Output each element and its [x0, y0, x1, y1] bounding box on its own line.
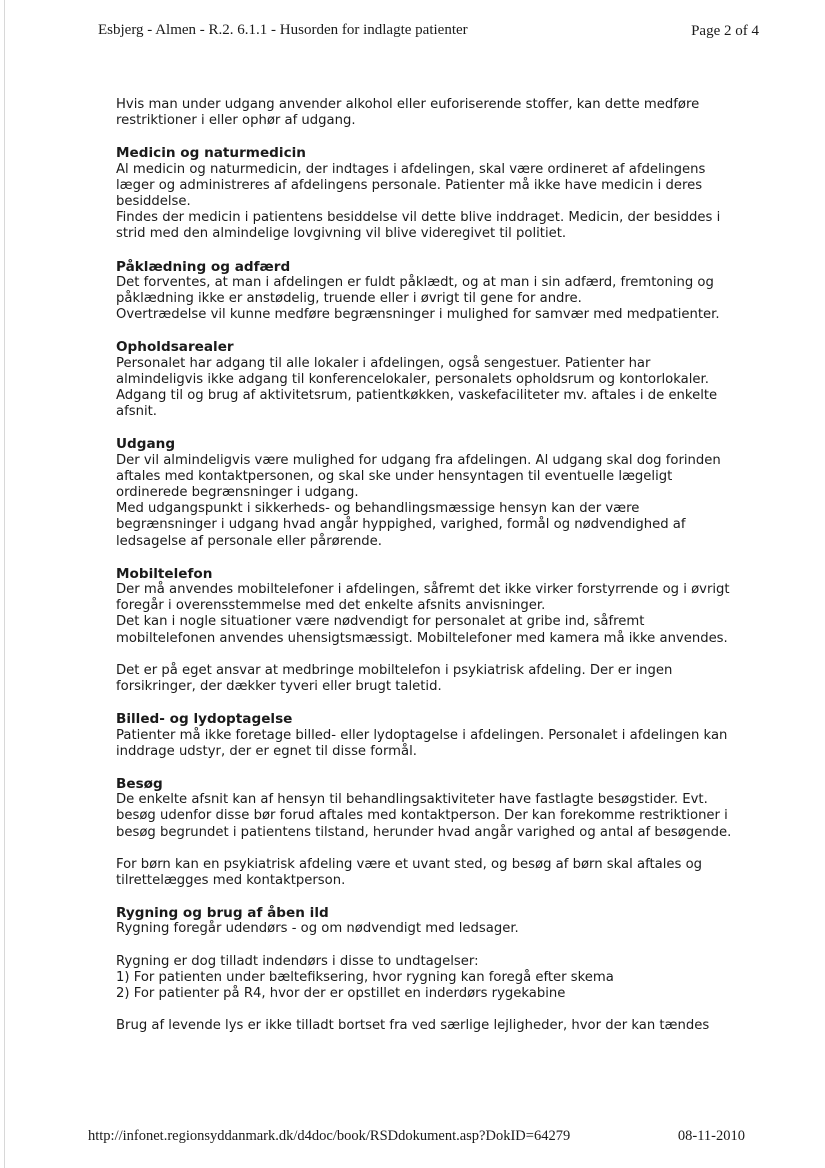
section-paragraph: For børn kan en psykiatrisk afdeling være et uvant sted, og besøg af børn skal aftales og tilrettelægges med kontaktperson.: [116, 856, 703, 888]
section-paragraph: Patienter må ikke foretage billed- eller lydoptagelse i afdelingen. Personalet i afdelingen kan inddrage udstyr, der er egnet til disse formål.: [116, 727, 728, 759]
section-heading: Påklædning og adfærd: [116, 258, 291, 275]
section-heading: Mobiltelefon: [116, 565, 213, 582]
section-paragraph: Det kan i nogle situationer være nødvendigt for personalet at gribe ind, såfremt mobiltelefonen anvendes uhensigtsmæssigt. Mobiltelefoner med kamera må ikke anvendes.: [116, 614, 728, 646]
section-besoeg: [116, 776, 734, 889]
scan-margin-line: [4, 0, 5, 1168]
section-medicin: [116, 145, 734, 242]
section-paragraph: Overtrædelse vil kunne medføre begrænsninger i mulighed for samvær med medpatienter.: [116, 307, 720, 323]
section-heading: Medicin og naturmedicin: [116, 145, 306, 162]
section-paragraph: De enkelte afsnit kan af hensyn til behandlingsaktiviteter have fastlagte besøgstider. Evt. besøg udenfor disse bør forud aftales med kontaktperson. Der kan forekomme restriktioner i besøg begrundet i patientens tilstand, herunder hvad angår varighed og antal af besøgende.: [116, 792, 732, 840]
section-heading: Besøg: [116, 775, 163, 792]
section-udgang: [116, 436, 734, 549]
section-mobiltelefon: [116, 566, 734, 695]
section-paragraph: Der vil almindeligvis være mulighed for udgang fra afdelingen. Al udgang skal dog forinden aftales med kontaktpersonen, og skal ske under hensyntagen til eventuelle lægeligt ordinerede begrænsninger i udgang.: [116, 452, 721, 501]
section-paragraph: Med udgangspunkt i sikkerheds- og behandlingsmæssige hensyn kan der være begrænsninger i udgang hvad angår hyppighed, varighed, formål og nødvendighed af ledsagelse af personale eller pårørende.: [116, 501, 686, 549]
intro-paragraph: Hvis man under udgang anvender alkohol eller euforiserende stoffer, kan dette medføre restriktioner i eller ophør af udgang.: [116, 97, 700, 129]
section-heading: Opholdsarealer: [116, 339, 234, 356]
section-heading: Rygning og brug af åben ild: [116, 905, 329, 922]
document-title: Esbjerg - Almen - R.2. 6.1.1 - Husorden for indlagte patienter: [98, 22, 468, 38]
page-number: Page 2 of 4: [691, 23, 759, 39]
section-paragraph: Al medicin og naturmedicin, der indtages i afdelingen, skal være ordineret af afdelingens læger og administreres af afdelingens personale. Patienter må ikke have medicin i deres besiddelse.: [116, 161, 706, 210]
section-paragraph: Det forventes, at man i afdelingen er fuldt påklædt, og at man i sin adfærd, fremtoning og påklædning ikke er anstødelig, truende eller i øvrigt til gene for andre.: [116, 274, 714, 307]
section-heading: Billed- og lydoptagelse: [116, 711, 293, 728]
footer-date: 08-11-2010: [677, 1128, 745, 1144]
document-body: [116, 97, 734, 1050]
list-intro: Rygning er dog tilladt indendørs i disse to undtagelser:: [116, 953, 479, 969]
list-item: 1) For patienten under bæltefiksering, hvor rygning kan foregå efter skema: [116, 969, 614, 985]
section-paragraph: Brug af levende lys er ikke tilladt bortset fra ved særlige lejligheder, hvor der kan tændes: [116, 1018, 710, 1034]
section-heading: Udgang: [116, 436, 176, 453]
section-paragraph: Rygning foregår udendørs - og om nødvendigt med ledsager.: [116, 921, 519, 937]
section-paaklaedning: [116, 259, 734, 324]
section-paragraph: Det er på eget ansvar at medbringe mobiltelefon i psykiatrisk afdeling. Der er ingen forsikringer, der dækker tyveri eller brugt taletid.: [116, 662, 673, 695]
section-paragraph: Findes der medicin i patientens besiddelse vil dette blive inddraget. Medicin, der besiddes i strid med den almindelige lovgivning vil blive videregivet til politiet.: [116, 210, 721, 242]
footer-url: http://infonet.regionsyddanmark.dk/d4doc/book/RSDdokument.asp?DokID=64279: [88, 1128, 571, 1144]
section-rygning: [116, 905, 734, 1034]
section-paragraph: Der må anvendes mobiltelefoner i afdelingen, såfremt det ikke virker forstyrrende og i øvrigt foregår i overensstemmelse med det enkelte afsnits anvisninger.: [116, 582, 730, 614]
section-paragraph: Personalet har adgang til alle lokaler i afdelingen, også sengestuer. Patienter har almindeligvis ikke adgang til konferencelokaler, personalets opholdsrum og kontorlokaler. Adgang til og brug af aktivitetsrum, patientkøkken, vaskefaciliteter mv. aftales i de enkelte afsnit.: [116, 355, 718, 420]
list-item: 2) For patienter på R4, hvor der er opstillet en inderdørs rygekabine: [116, 985, 566, 1001]
section-opholdsarealer: [116, 339, 734, 420]
section-billed-lydoptagelse: [116, 711, 734, 760]
